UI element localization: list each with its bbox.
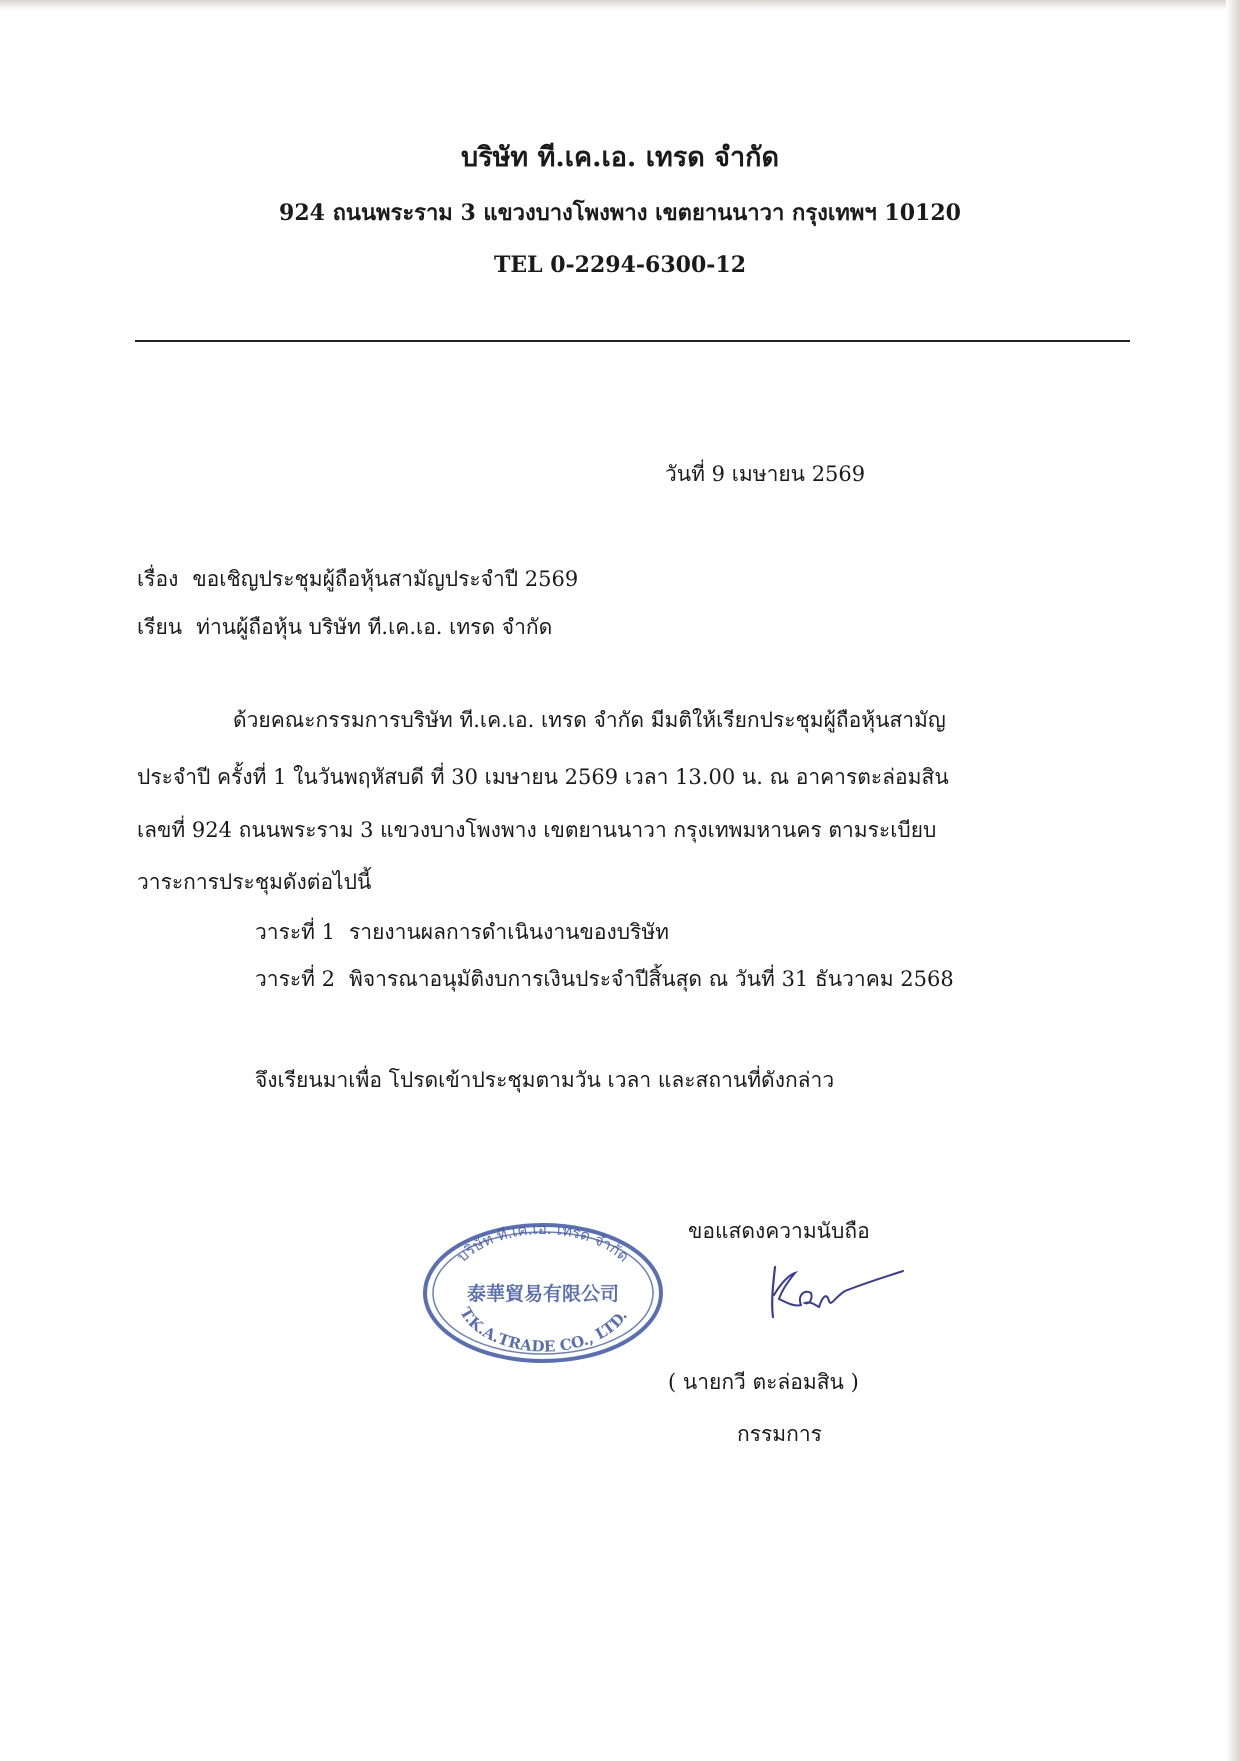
company-seal-stamp	[418, 1218, 668, 1368]
svg-text:T.K.A.TRADE CO., LTD.	[456, 1304, 631, 1355]
agenda-item-2	[255, 963, 954, 996]
signer-title: กรรมการ	[737, 1422, 822, 1446]
signer-name: ( นายกวี ตะล่อมสิน )	[668, 1370, 859, 1394]
subject-text: ขอเชิญประชุมผู้ถือหุ้นสามัญประจำปี 2569	[192, 567, 579, 591]
handwritten-signature	[755, 1255, 905, 1330]
stamp-english-text: T.K.A.TRADE CO., LTD.	[456, 1304, 631, 1356]
closing-line: จึงเรียนมาเพื่อ โปรดเข้าประชุมตามวัน เวลา และสถานที่ดังกล่าว	[255, 1068, 835, 1092]
body-line-2: ประจำปี ครั้งที่ 1 ในวันพฤหัสบดี ที่ 30 เมษายน 2569 เวลา 13.00 น. ณ อาคารตะล่อมสิน	[137, 765, 949, 789]
body-line-3: เลขที่ 924 ถนนพระราม 3 แขวงบางโพงพาง เขตยานนาวา กรุงเทพมหานคร ตามระเบียบ	[137, 818, 937, 842]
agenda-label: วาระที่ 1	[255, 920, 336, 944]
company-telephone: TEL 0-2294-6300-12	[493, 252, 747, 278]
stamp-chinese-text: 泰華貿易有限公司	[466, 1283, 620, 1305]
body-line-1: ด้วยคณะกรรมการบริษัท ที.เค.เอ. เทรด จำกัด มีมติให้เรียกประชุมผู้ถือหุ้นสามัญ	[233, 708, 946, 732]
agenda-text: รายงานผลการดำเนินงานของบริษัท	[349, 920, 670, 944]
svg-text:บริษัท ที.เค.เอ. เทรด จำกัด	[453, 1220, 632, 1266]
letter-date: วันที่ 9 เมษายน 2569	[665, 462, 866, 486]
body-line-4: วาระการประชุมดังต่อไปนี้	[137, 870, 372, 894]
recipient-label: เรียน	[137, 615, 183, 639]
agenda-item-1	[255, 916, 669, 949]
company-name: บริษัท ที.เค.เอ. เทรด จำกัด	[460, 142, 780, 173]
subject-label: เรื่อง	[137, 567, 179, 591]
scan-edge-top	[0, 0, 1240, 10]
agenda-text: พิจารณาอนุมัติงบการเงินประจำปีสิ้นสุด ณ วันที่ 31 ธันวาคม 2568	[349, 967, 954, 991]
letterhead-divider	[135, 340, 1130, 342]
recipient-line	[137, 611, 552, 644]
recipient-text: ท่านผู้ถือหุ้น บริษัท ที.เค.เอ. เทรด จำกัด	[196, 615, 553, 639]
subject-line	[137, 563, 578, 596]
company-address: 924 ถนนพระราม 3 แขวงบางโพงพาง เขตยานนาวา กรุงเทพฯ 10120	[279, 200, 961, 226]
stamp-thai-text: บริษัท ที.เค.เอ. เทรด จำกัด	[453, 1219, 633, 1266]
agenda-label: วาระที่ 2	[255, 967, 336, 991]
regards-line: ขอแสดงความนับถือ	[688, 1219, 870, 1243]
